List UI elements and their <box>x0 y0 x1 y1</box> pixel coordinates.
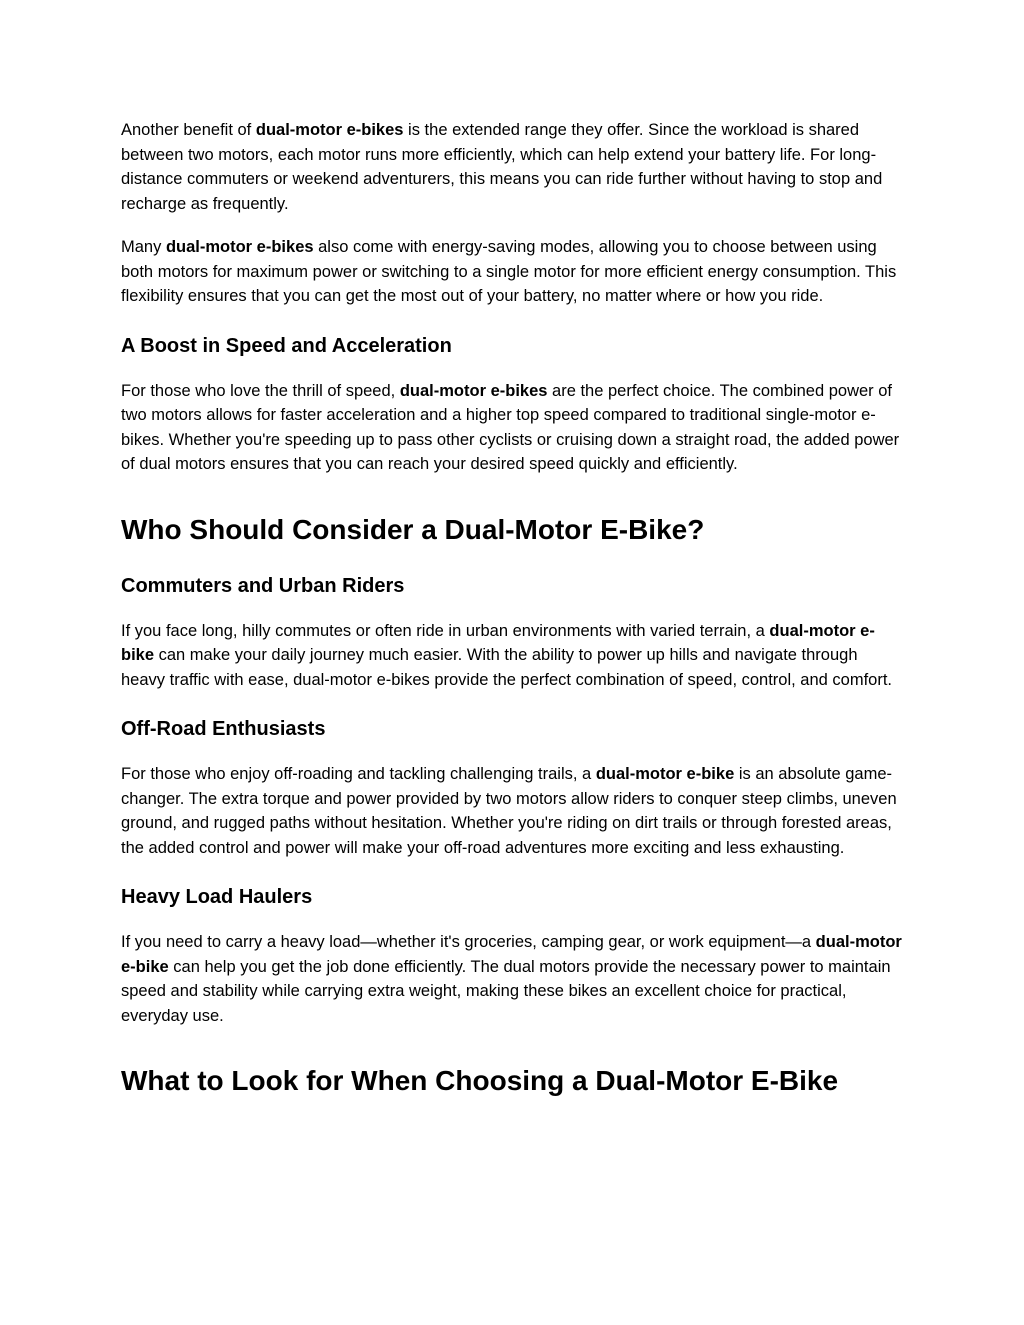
bold-term: dual-motor e-bike <box>595 765 735 783</box>
heading-what-to-look-for: What to Look for When Choosing a Dual-Motor E-Bike <box>121 1065 839 1096</box>
paragraph-extended-range: Another benefit of dual-motor e-bikes is the extended range they offer. Since the workload is shared between two motors, each motor runs more efficiently, which can help extend your battery life. For long-distance commuters or weekend adventurers, this means you can ride further without having to stop and recharge as frequently. <box>121 121 883 213</box>
heading-who-should-consider: Who Should Consider a Dual-Motor E-Bike? <box>121 513 705 545</box>
heading-offroad: Off-Road Enthusiasts <box>121 718 326 740</box>
paragraph-offroad: For those who enjoy off-roading and tackling challenging trails, a dual-motor e-bike is an absolute game-changer. The extra torque and power provided by two motors allow riders to conquer steep climbs, uneven ground, and rugged paths without hesitation. Whether you're riding on dirt trails or through forested areas, the added control and power will make your off-road adventures more exciting and less exhausting. <box>121 765 897 857</box>
paragraph-commuters: If you face long, hilly commutes or often ride in urban environments with varied terrain, a dual-motor e-bike can make your daily journey much easier. With the ability to power up hills and navigate through heavy traffic with ease, dual-motor e-bikes provide the perfect combination of speed, control, and comfort. <box>121 621 893 689</box>
paragraph-heavy-load: If you need to carry a heavy load—whether it's groceries, camping gear, or work equipment—a dual-motor e-bike can help you get the job done efficiently. The dual motors provide the necessary power to maintain speed and stability while carrying extra weight, making these bikes an excellent choice for practical, everyday use. <box>121 933 902 1025</box>
bold-term: dual-motor e-bike <box>121 933 902 976</box>
heading-speed-acceleration: A Boost in Speed and Acceleration <box>121 334 452 357</box>
bold-term: dual-motor e-bike <box>121 621 875 664</box>
heading-commuters: Commuters and Urban Riders <box>121 574 405 597</box>
bold-term: dual-motor e-bikes <box>399 381 548 400</box>
bold-term: dual-motor e-bikes <box>165 238 314 256</box>
heading-heavy-load: Heavy Load Haulers <box>121 886 313 908</box>
paragraph-speed: For those who love the thrill of speed, dual-motor e-bikes are the perfect choice. The combined power of two motors allows for faster acceleration and a higher top speed compared to traditional single-motor e-bikes. Whether you're speeding up to pass other cyclists or cruising down a straight road, the added power of dual motors ensures that you can reach your desired speed quickly and efficiently. <box>121 381 900 473</box>
paragraph-energy-saving: Many dual-motor e-bikes also come with energy-saving modes, allowing you to choose between using both motors for maximum power or switching to a single motor for more efficient energy consumption. This flexibility ensures that you can get the most out of your battery, no matter where or how you ride. <box>121 238 897 305</box>
bold-term: dual-motor e-bikes <box>255 121 404 139</box>
